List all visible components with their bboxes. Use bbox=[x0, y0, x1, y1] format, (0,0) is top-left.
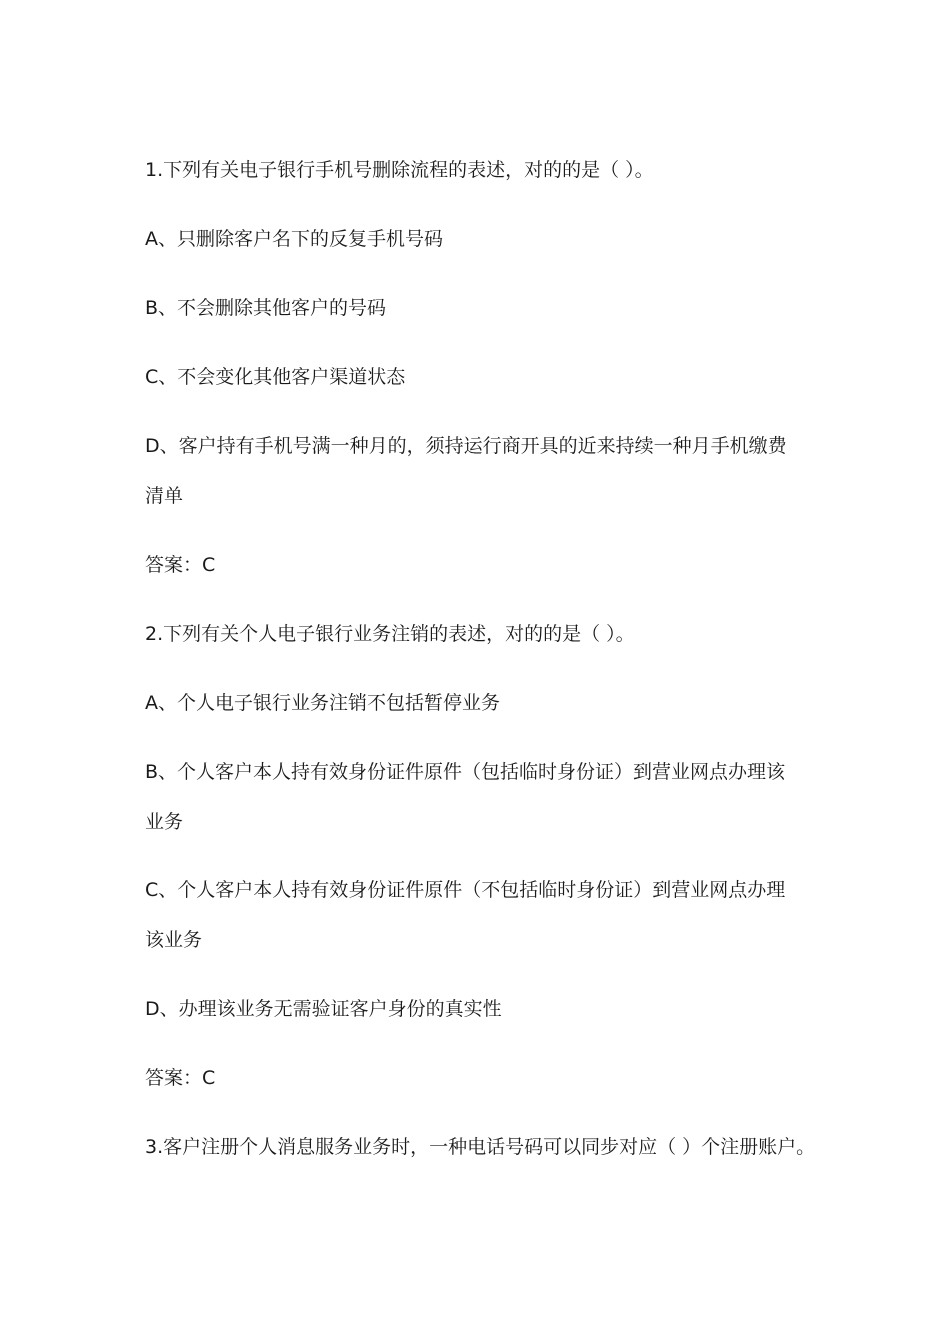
question-3-stem: 3.客户注册个人消息服务业务时，一种电话号码可以同步对应（ ）个注册账户。 bbox=[145, 1136, 816, 1158]
question-1-stem: 1.下列有关电子银行手机号删除流程的表述，对的的是（ ）。 bbox=[145, 159, 654, 181]
question-2-option-c-line-1: C、个人客户本人持有效身份证件原件（不包括临时身份证）到营业网点办理 bbox=[145, 879, 786, 901]
question-2-option-a: A、个人电子银行业务注销不包括暂停业务 bbox=[145, 692, 500, 714]
question-2-answer: 答案：C bbox=[145, 1067, 216, 1089]
question-1-answer: 答案：C bbox=[145, 554, 216, 576]
question-2-option-d: D、办理该业务无需验证客户身份的真实性 bbox=[145, 998, 502, 1020]
question-1-option-d-line-1: D、客户持有手机号满一种月的，须持运行商开具的近来持续一种月手机缴费 bbox=[145, 435, 787, 457]
question-1-option-d-line-2: 清单 bbox=[145, 485, 184, 507]
question-2-option-b-line-2: 业务 bbox=[145, 811, 184, 833]
question-1-option-c: C、不会变化其他客户渠道状态 bbox=[145, 366, 406, 388]
question-2-option-c-line-2: 该业务 bbox=[145, 929, 203, 951]
question-1-option-a: A、只删除客户名下的反复手机号码 bbox=[145, 228, 443, 250]
question-2-stem: 2.下列有关个人电子银行业务注销的表述，对的的是（ ）。 bbox=[145, 623, 635, 645]
question-1-option-b: B、不会删除其他客户的号码 bbox=[145, 297, 387, 319]
question-2-option-b-line-1: B、个人客户本人持有效身份证件原件（包括临时身份证）到营业网点办理该 bbox=[145, 761, 786, 783]
